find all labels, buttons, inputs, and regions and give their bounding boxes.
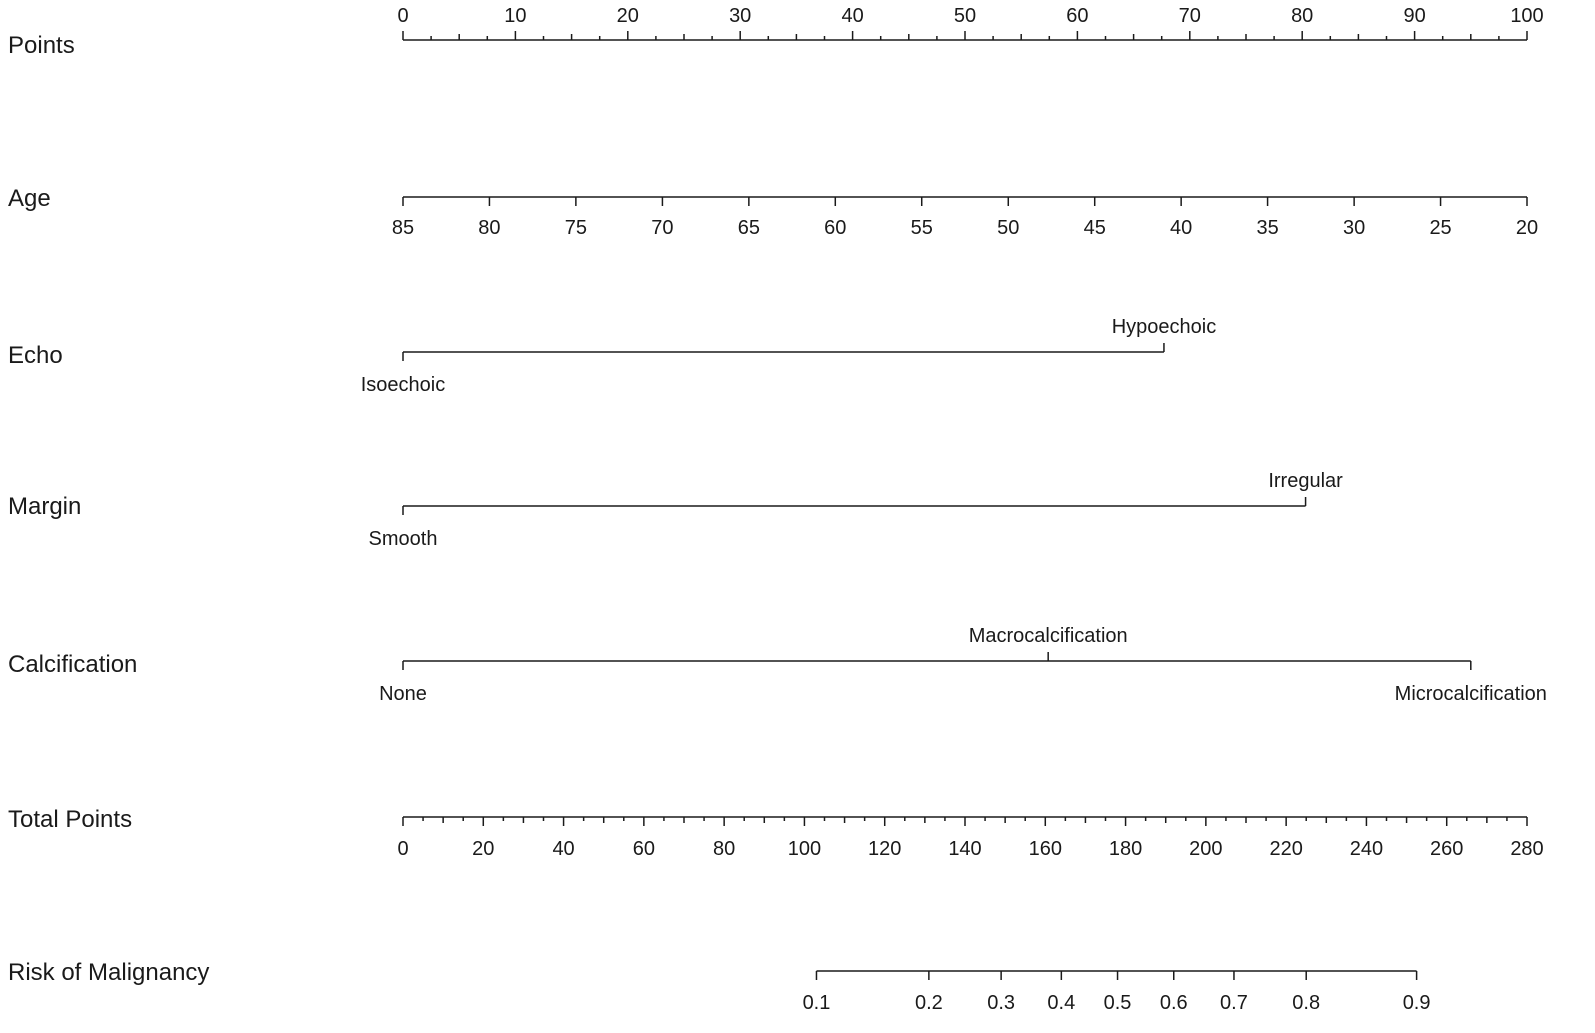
total-points-tick-label: 120 [868, 838, 902, 860]
age-tick-label: 70 [651, 217, 674, 239]
risk-of-malignancy-tick-label: 0.6 [1159, 992, 1188, 1014]
age-tick-label: 75 [564, 217, 587, 239]
age-tick-label: 25 [1429, 217, 1452, 239]
total-points-label: Total Points [8, 806, 133, 833]
points-tick-label: 100 [1510, 5, 1544, 27]
risk-of-malignancy-tick-label: 0.1 [802, 992, 831, 1014]
echo-label: Echo [8, 342, 63, 369]
calcification-level-macrocalcification-label: Macrocalcification [968, 625, 1128, 647]
risk-of-malignancy-tick-label: 0.5 [1103, 992, 1132, 1014]
risk-of-malignancy-tick-label: 0.7 [1220, 992, 1248, 1014]
risk-of-malignancy-tick-label: 0.3 [987, 992, 1016, 1014]
calcification-level-microcalcification-label: Microcalcification [1394, 683, 1547, 705]
risk-of-malignancy-tick-label: 0.9 [1402, 992, 1431, 1014]
total-points-tick-label: 200 [1189, 838, 1223, 860]
total-points-tick-label: 60 [632, 838, 655, 860]
points-tick-label: 70 [1178, 5, 1201, 27]
points-tick-label: 30 [729, 5, 752, 27]
total-points-tick-label: 40 [552, 838, 575, 860]
age-tick-label: 60 [824, 217, 847, 239]
risk-of-malignancy-tick-label: 0.4 [1047, 992, 1076, 1014]
age-tick-label: 80 [478, 217, 501, 239]
points-tick-label: 0 [397, 5, 409, 27]
points-tick-label: 50 [953, 5, 977, 27]
age-tick-label: 30 [1343, 217, 1366, 239]
points-tick-label: 90 [1403, 5, 1426, 27]
margin-label: Margin [8, 493, 82, 520]
total-points-tick-label: 280 [1510, 838, 1544, 860]
age-label: Age [8, 185, 51, 212]
total-points-tick-label: 100 [787, 838, 822, 860]
points-tick-label: 40 [841, 5, 864, 27]
points-tick-label: 60 [1066, 5, 1089, 27]
age-tick-label: 45 [1083, 217, 1106, 239]
total-points-tick-label: 220 [1269, 838, 1303, 860]
points-tick-label: 10 [504, 5, 527, 27]
total-points-tick-label: 160 [1028, 838, 1062, 860]
total-points-tick-label: 180 [1108, 838, 1143, 860]
margin-level-smooth-label: Smooth [368, 528, 438, 550]
age-tick-label: 85 [391, 217, 415, 239]
total-points-tick-label: 80 [713, 838, 736, 860]
echo-level-hypoechoic-label: Hypoechoic [1111, 316, 1217, 338]
risk-of-malignancy-tick-label: 0.2 [914, 992, 943, 1014]
points-tick-label: 20 [616, 5, 639, 27]
age-tick-label: 35 [1256, 217, 1279, 239]
age-tick-label: 50 [997, 217, 1020, 239]
total-points-tick-label: 240 [1349, 838, 1384, 860]
echo-level-isoechoic-label: Isoechoic [360, 374, 446, 396]
total-points-tick-label: 260 [1430, 838, 1464, 860]
calcification-label: Calcification [8, 651, 138, 678]
age-tick-label: 65 [737, 217, 760, 239]
risk-of-malignancy-label: Risk of Malignancy [8, 959, 210, 986]
age-tick-label: 55 [910, 217, 933, 239]
total-points-tick-label: 140 [948, 838, 982, 860]
risk-of-malignancy-tick-label: 0.8 [1292, 992, 1321, 1014]
total-points-tick-label: 20 [472, 838, 495, 860]
total-points-tick-label: 0 [397, 838, 409, 860]
points-tick-label: 80 [1291, 5, 1314, 27]
calcification-level-none-label: None [379, 683, 427, 705]
age-tick-label: 40 [1170, 217, 1193, 239]
age-tick-label: 20 [1515, 217, 1539, 239]
margin-level-irregular-label: Irregular [1268, 470, 1343, 492]
points-label: Points [8, 32, 75, 59]
